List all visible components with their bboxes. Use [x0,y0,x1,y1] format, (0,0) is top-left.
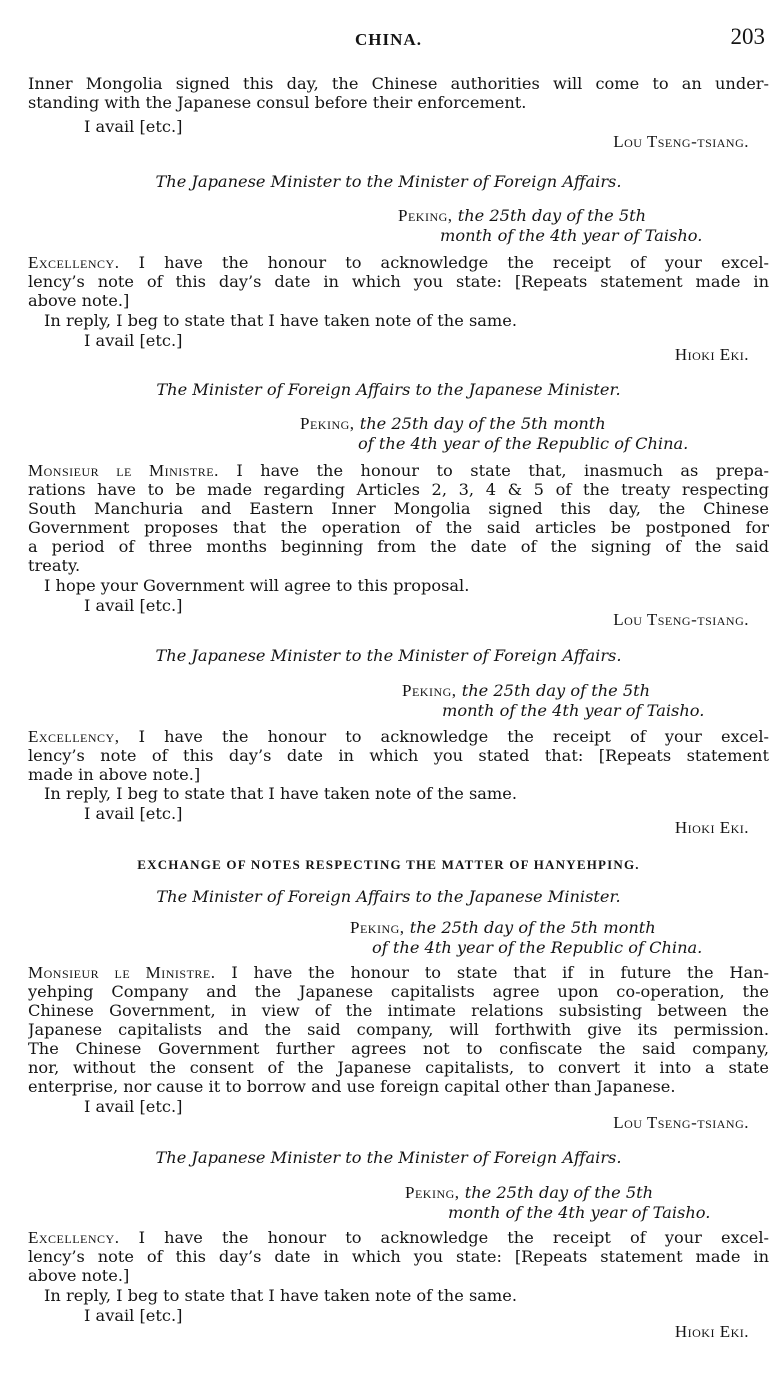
date-line: month of the 4th year of Taisho. [442,701,705,720]
body-line: Japanese capitalists and the said company, will forthwith give its permission. [28,1020,769,1039]
letter-heading: The Japanese Minister to the Minister of Foreign Affairs. [155,1148,622,1167]
body-line: rations have to be made regarding Articles 2, 3, 4 & 5 of the treaty respecting [28,480,769,499]
signature: Lou Tseng-tsiang. [613,132,749,151]
body-line: treaty. [28,556,81,575]
body-line: lency’s note of this day’s date in which you state: [Repeats statement made in [28,1247,769,1266]
salutation-line: Excellency. I have the honour to acknowledge the receipt of your excel- [28,253,769,272]
date-line: month of the 4th year of Taisho. [440,226,703,245]
date-line: Peking, the 25th day of the 5th [398,206,647,225]
body-line: enterprise, nor cause it to borrow and use foreign capital other than Japanese. [28,1077,676,1096]
body-line: In reply, I beg to state that I have taken note of the same. [44,784,517,803]
closing: I avail [etc.] [84,1306,183,1325]
letter-heading: The Japanese Minister to the Minister of Foreign Affairs. [155,172,622,191]
closing: I avail [etc.] [84,117,183,136]
body-line: I hope your Government will agree to this proposal. [44,576,470,595]
body-line: Chinese Government, in view of the intimate relations subsisting between the [28,1001,769,1020]
salutation-line: Monsieur le Ministre. I have the honour to state that if in future the Han- [28,963,769,982]
running-title: CHINA. [355,30,422,49]
body-line: Inner Mongolia signed this day, the Chinese authorities will come to an under- [28,74,769,93]
body-line: above note.] [28,1266,130,1285]
signature: Hioki Eki. [674,1322,749,1341]
body-line: Government proposes that the operation of the said articles be postponed for [28,518,769,537]
body-line: above note.] [28,291,130,310]
signature: Lou Tseng-tsiang. [613,610,749,629]
signature: Lou Tseng-tsiang. [613,1113,749,1132]
closing: I avail [etc.] [84,331,183,350]
body-line: yehping Company and the Japanese capitalists agree upon co-operation, the [28,982,769,1001]
body-line: made in above note.] [28,765,201,784]
signature: Hioki Eki. [674,345,749,364]
date-line: of the 4th year of the Republic of China. [372,938,703,957]
date-line: Peking, the 25th day of the 5th month [300,414,606,433]
date-line: month of the 4th year of Taisho. [448,1203,711,1222]
body-line: South Manchuria and Eastern Inner Mongolia signed this day, the Chinese [28,499,769,518]
closing: I avail [etc.] [84,804,183,823]
signature: Hioki Eki. [674,818,749,837]
section-heading: EXCHANGE OF NOTES RESPECTING THE MATTER OF HANYEHPING. [137,857,640,872]
body-line: The Chinese Government further agrees not to confiscate the said company, [28,1039,769,1058]
closing: I avail [etc.] [84,1097,183,1116]
body-line: standing with the Japanese consul before their enforcement. [28,93,527,112]
body-line: a period of three months beginning from the date of the signing of the said [28,537,769,556]
page-number: 203 [730,24,765,49]
salutation-line: Excellency, I have the honour to acknowledge the receipt of your excel- [28,727,769,746]
body-line: In reply, I beg to state that I have taken note of the same. [44,311,517,330]
salutation-line: Excellency. I have the honour to acknowledge the receipt of your excel- [28,1228,769,1247]
date-line: Peking, the 25th day of the 5th month [350,918,656,937]
body-line: lency’s note of this day’s date in which you state: [Repeats statement made in [28,272,769,291]
letter-heading: The Japanese Minister to the Minister of Foreign Affairs. [155,646,622,665]
body-line: nor, without the consent of the Japanese capitalists, to convert it into a state [28,1058,769,1077]
body-line: In reply, I beg to state that I have taken note of the same. [44,1286,517,1305]
date-line: Peking, the 25th day of the 5th [405,1183,654,1202]
salutation-line: Monsieur le Ministre. I have the honour to state that, inasmuch as prepa- [28,461,769,480]
body-line: lency’s note of this day’s date in which you stated that: [Repeats statement [28,746,769,765]
letter-heading: The Minister of Foreign Affairs to the Japanese Minister. [156,380,621,399]
closing: I avail [etc.] [84,596,183,615]
page-header [0,24,777,54]
date-line: of the 4th year of the Republic of China. [358,434,689,453]
date-line: Peking, the 25th day of the 5th [402,681,651,700]
letter-heading: The Minister of Foreign Affairs to the Japanese Minister. [156,887,621,906]
